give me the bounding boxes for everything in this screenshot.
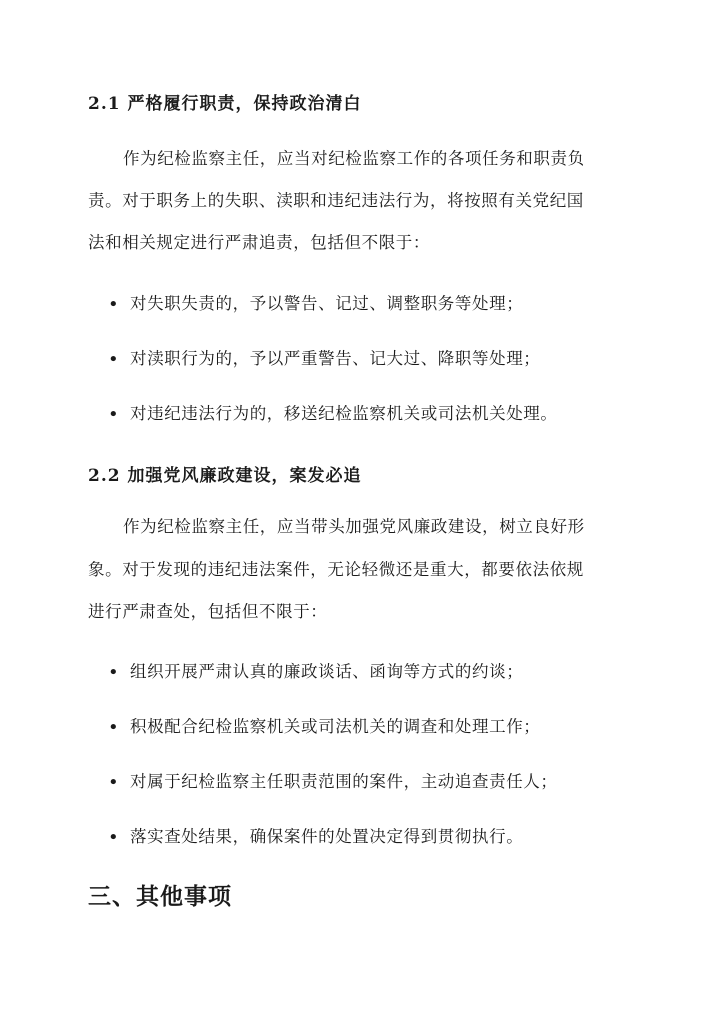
- section-heading-2-2: 2.2 加强党风廉政建设，案发必追: [88, 466, 362, 486]
- bullet-dot: •: [108, 404, 119, 425]
- paragraph-line: 法和相关规定进行严肃追责，包括但不限于：: [88, 233, 430, 252]
- bullet-dot: •: [108, 349, 119, 370]
- bullet-dot: •: [108, 662, 119, 683]
- bullet-dot: •: [108, 772, 119, 793]
- paragraph-line: 责。对于职务上的失职、渎职和违纪违法行为，将按照有关党纪国: [88, 191, 584, 210]
- paragraph-line: 作为纪检监察主任，应当带头加强党风廉政建设，树立良好形: [123, 517, 585, 536]
- section-heading-2-1: 2.1 严格履行职责，保持政治清白: [88, 94, 362, 114]
- bullet-item: 对属于纪检监察主任职责范围的案件，主动追查责任人；: [130, 772, 558, 791]
- bullet-item: 落实查处结果，确保案件的处置决定得到贯彻执行。: [130, 827, 524, 846]
- bullet-item: 对失职失责的，予以警告、记过、调整职务等处理；: [130, 294, 524, 313]
- paragraph-line: 进行严肃查处，包括但不限于：: [88, 602, 328, 621]
- paragraph-line: 象。对于发现的违纪违法案件，无论轻微还是重大，都要依法依规: [88, 560, 584, 579]
- bullet-item: 对渎职行为的，予以严重警告、记大过、降职等处理；: [130, 349, 541, 368]
- bullet-item: 积极配合纪检监察机关或司法机关的调查和处理工作；: [130, 717, 541, 736]
- bullet-item: 组织开展严肃认真的廉政谈话、函询等方式的约谈；: [130, 662, 524, 681]
- bullet-dot: •: [108, 827, 119, 848]
- paragraph-line: 作为纪检监察主任，应当对纪检监察工作的各项任务和职责负: [123, 149, 585, 168]
- bullet-item: 对违纪违法行为的，移送纪检监察机关或司法机关处理。: [130, 404, 558, 423]
- bullet-dot: •: [108, 294, 119, 315]
- section-title-3: 三、其他事项: [88, 883, 232, 910]
- bullet-dot: •: [108, 717, 119, 738]
